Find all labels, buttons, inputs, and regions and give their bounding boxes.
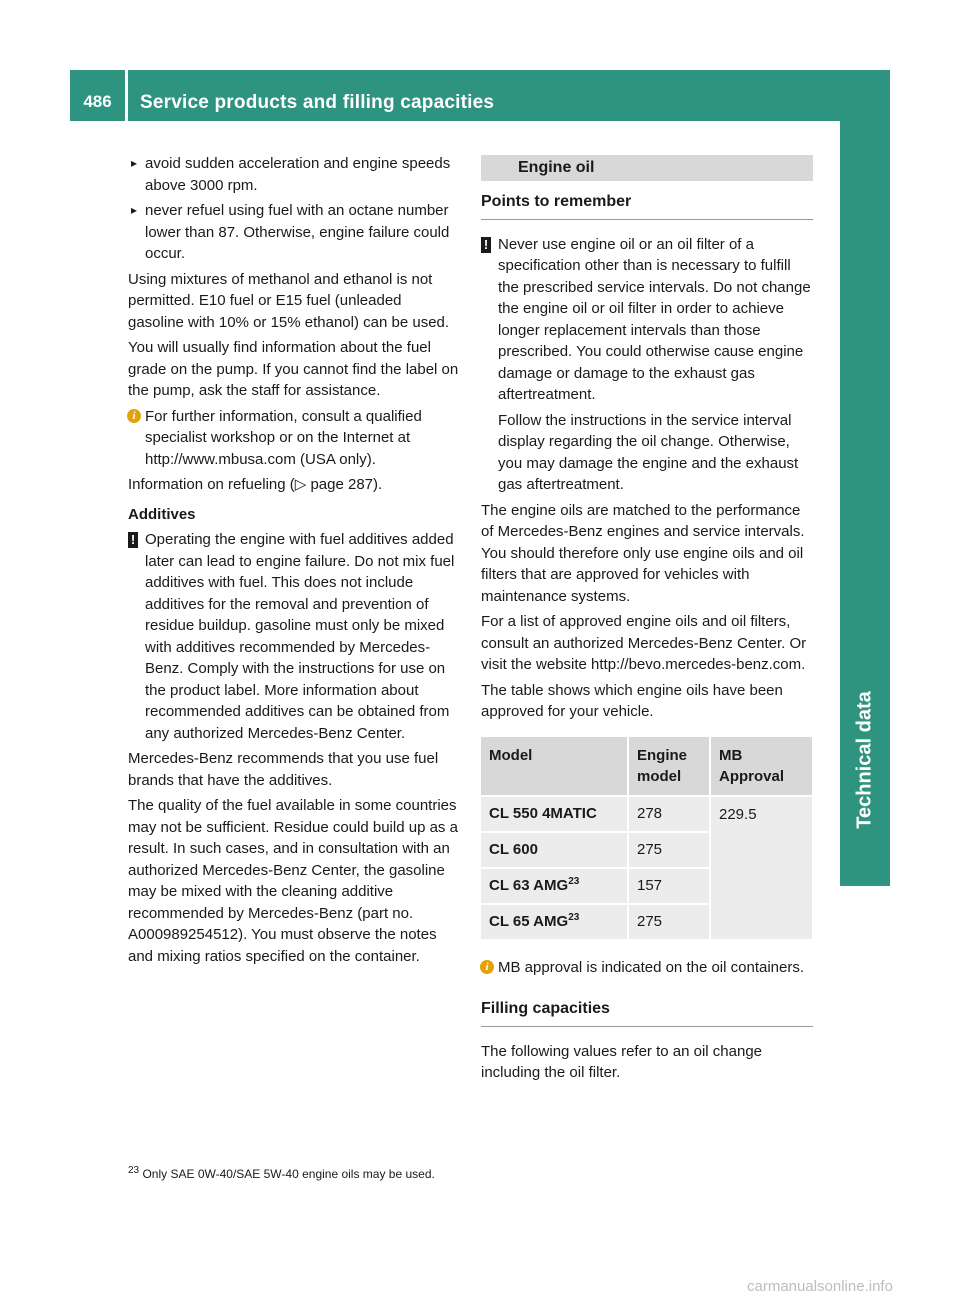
header-divider — [125, 70, 128, 121]
warning-note-continued: Follow the instructions in the service interval display regarding the oil change. Otherwise, you may damage the engine and the exhaust gas aftertreatment. — [498, 411, 799, 493]
right-column — [481, 155, 813, 1088]
engine-cell: 278 — [628, 796, 710, 832]
engine-cell: 157 — [628, 868, 710, 904]
table-row — [481, 796, 812, 832]
bullet-icon: ▸ — [131, 203, 138, 217]
approval-cell: 229.5 — [710, 796, 812, 939]
model-cell: CL 600 — [481, 832, 628, 868]
paragraph: You will usually find information about the fuel grade on the pump. If you cannot find the label on the pump, ask the staff for assistance. — [128, 339, 459, 399]
warning-icon: ! — [481, 237, 491, 253]
paragraph: For a list of approved engine oils and oil filters, consult an authorized Mercedes-Benz Center. Or visit the website http://bevo.mercedes-benz.com. — [481, 613, 807, 673]
column-header-engine-model: Engine model — [628, 737, 710, 796]
side-tab-label: Technical data — [853, 691, 876, 829]
filling-capacities-heading: Filling capacities — [481, 998, 813, 1027]
column-header-model: Model — [481, 737, 628, 796]
paragraph: Using mixtures of methanol and ethanol is not permitted. E10 fuel or E15 fuel (unleaded gasoline with 10% or 15% ethanol) can be used. — [128, 270, 450, 331]
engine-oil-table — [481, 737, 812, 939]
paragraph: Mercedes-Benz recommends that you use fuel brands that have the additives. — [128, 750, 439, 789]
engine-cell: 275 — [628, 904, 710, 939]
column-header-mb-approval: MB Approval — [710, 737, 812, 796]
page-title: Service products and filling capacities — [140, 92, 495, 113]
points-heading: Points to remember — [481, 191, 813, 220]
additives-heading: Additives — [128, 505, 196, 523]
watermark: carmanualsonline.info — [747, 1278, 893, 1295]
page-number: 486 — [83, 92, 112, 111]
footnote-ref: 23 — [568, 875, 580, 887]
info-note: i MB approval is indicated on the oil containers. — [481, 957, 813, 979]
warning-note: ! Operating the engine with fuel additives added later can lead to engine failure. Do not mix fuel additives with fuel. This does not include additives for the removal and prevention of residue buildup. gasoline must only be mixed with additives recommended by Mercedes-Benz. Comply with the instructions for use on the product label. More information about recommended additives can be obtained from any authorized Mercedes-Benz Center. — [128, 529, 460, 744]
model-cell: CL 550 4MATIC — [481, 796, 628, 832]
footnote-ref: 23 — [568, 911, 580, 923]
info-icon: i — [127, 409, 141, 423]
section-title: Engine oil — [481, 155, 813, 181]
warning-note: ! Never use engine oil or an oil filter of a specification other than is necessary to fulfill the prescribed service intervals. Do not change the engine oil or oil filter in order to achieve longer replacement intervals than those prescribed. You could otherwise cause engine damage or damage to the exhaust gas aftertreatment. — [481, 234, 813, 406]
engine-cell: 275 — [628, 832, 710, 868]
info-note: i For further information, consult a qualified specialist workshop or on the Internet at http://www.mbusa.com (USA only). — [128, 406, 460, 471]
paragraph: The following values refer to an oil change including the oil filter. — [481, 1042, 763, 1081]
paragraph: The engine oils are matched to the performance of Mercedes-Benz engines and service intervals. You should therefore only use engine oils and oil filters that are approved for vehicles with maintenance systems. — [481, 501, 805, 605]
model-cell: CL 65 AMG$^{23}$ — [481, 904, 628, 939]
model-cell: CL 63 AMG$^{23}$ — [481, 868, 628, 904]
paragraph: The quality of the fuel available in some countries may not be sufficient. Residue could build up as a result. In such cases, and in consultation with an authorized Mercedes-Benz Center, the gasoline may be mixed with the cleaning additive recommended by Mercedes-Benz (part no. A000989254512). You must observe the notes and mixing ratios specified on the container. — [128, 797, 458, 965]
list-item: ▸ never refuel using fuel with an octane number lower than 87. Otherwise, engine failure could occur. — [131, 202, 450, 262]
bullet-icon: ▸ — [131, 156, 138, 170]
footnote: $^{23}$ Only SAE 0W-40/SAE 5W-40 engine oils may be used. — [128, 1165, 435, 1181]
table-header-row — [481, 737, 812, 796]
list-item: ▸ avoid sudden acceleration and engine speeds above 3000 rpm. — [131, 155, 451, 194]
paragraph: The table shows which engine oils have been approved for your vehicle. — [481, 681, 783, 720]
paragraph: Information on refueling (▷ page 287). — [128, 476, 383, 493]
left-column — [128, 153, 460, 971]
warning-icon: ! — [128, 532, 138, 548]
info-icon: i — [480, 960, 494, 974]
